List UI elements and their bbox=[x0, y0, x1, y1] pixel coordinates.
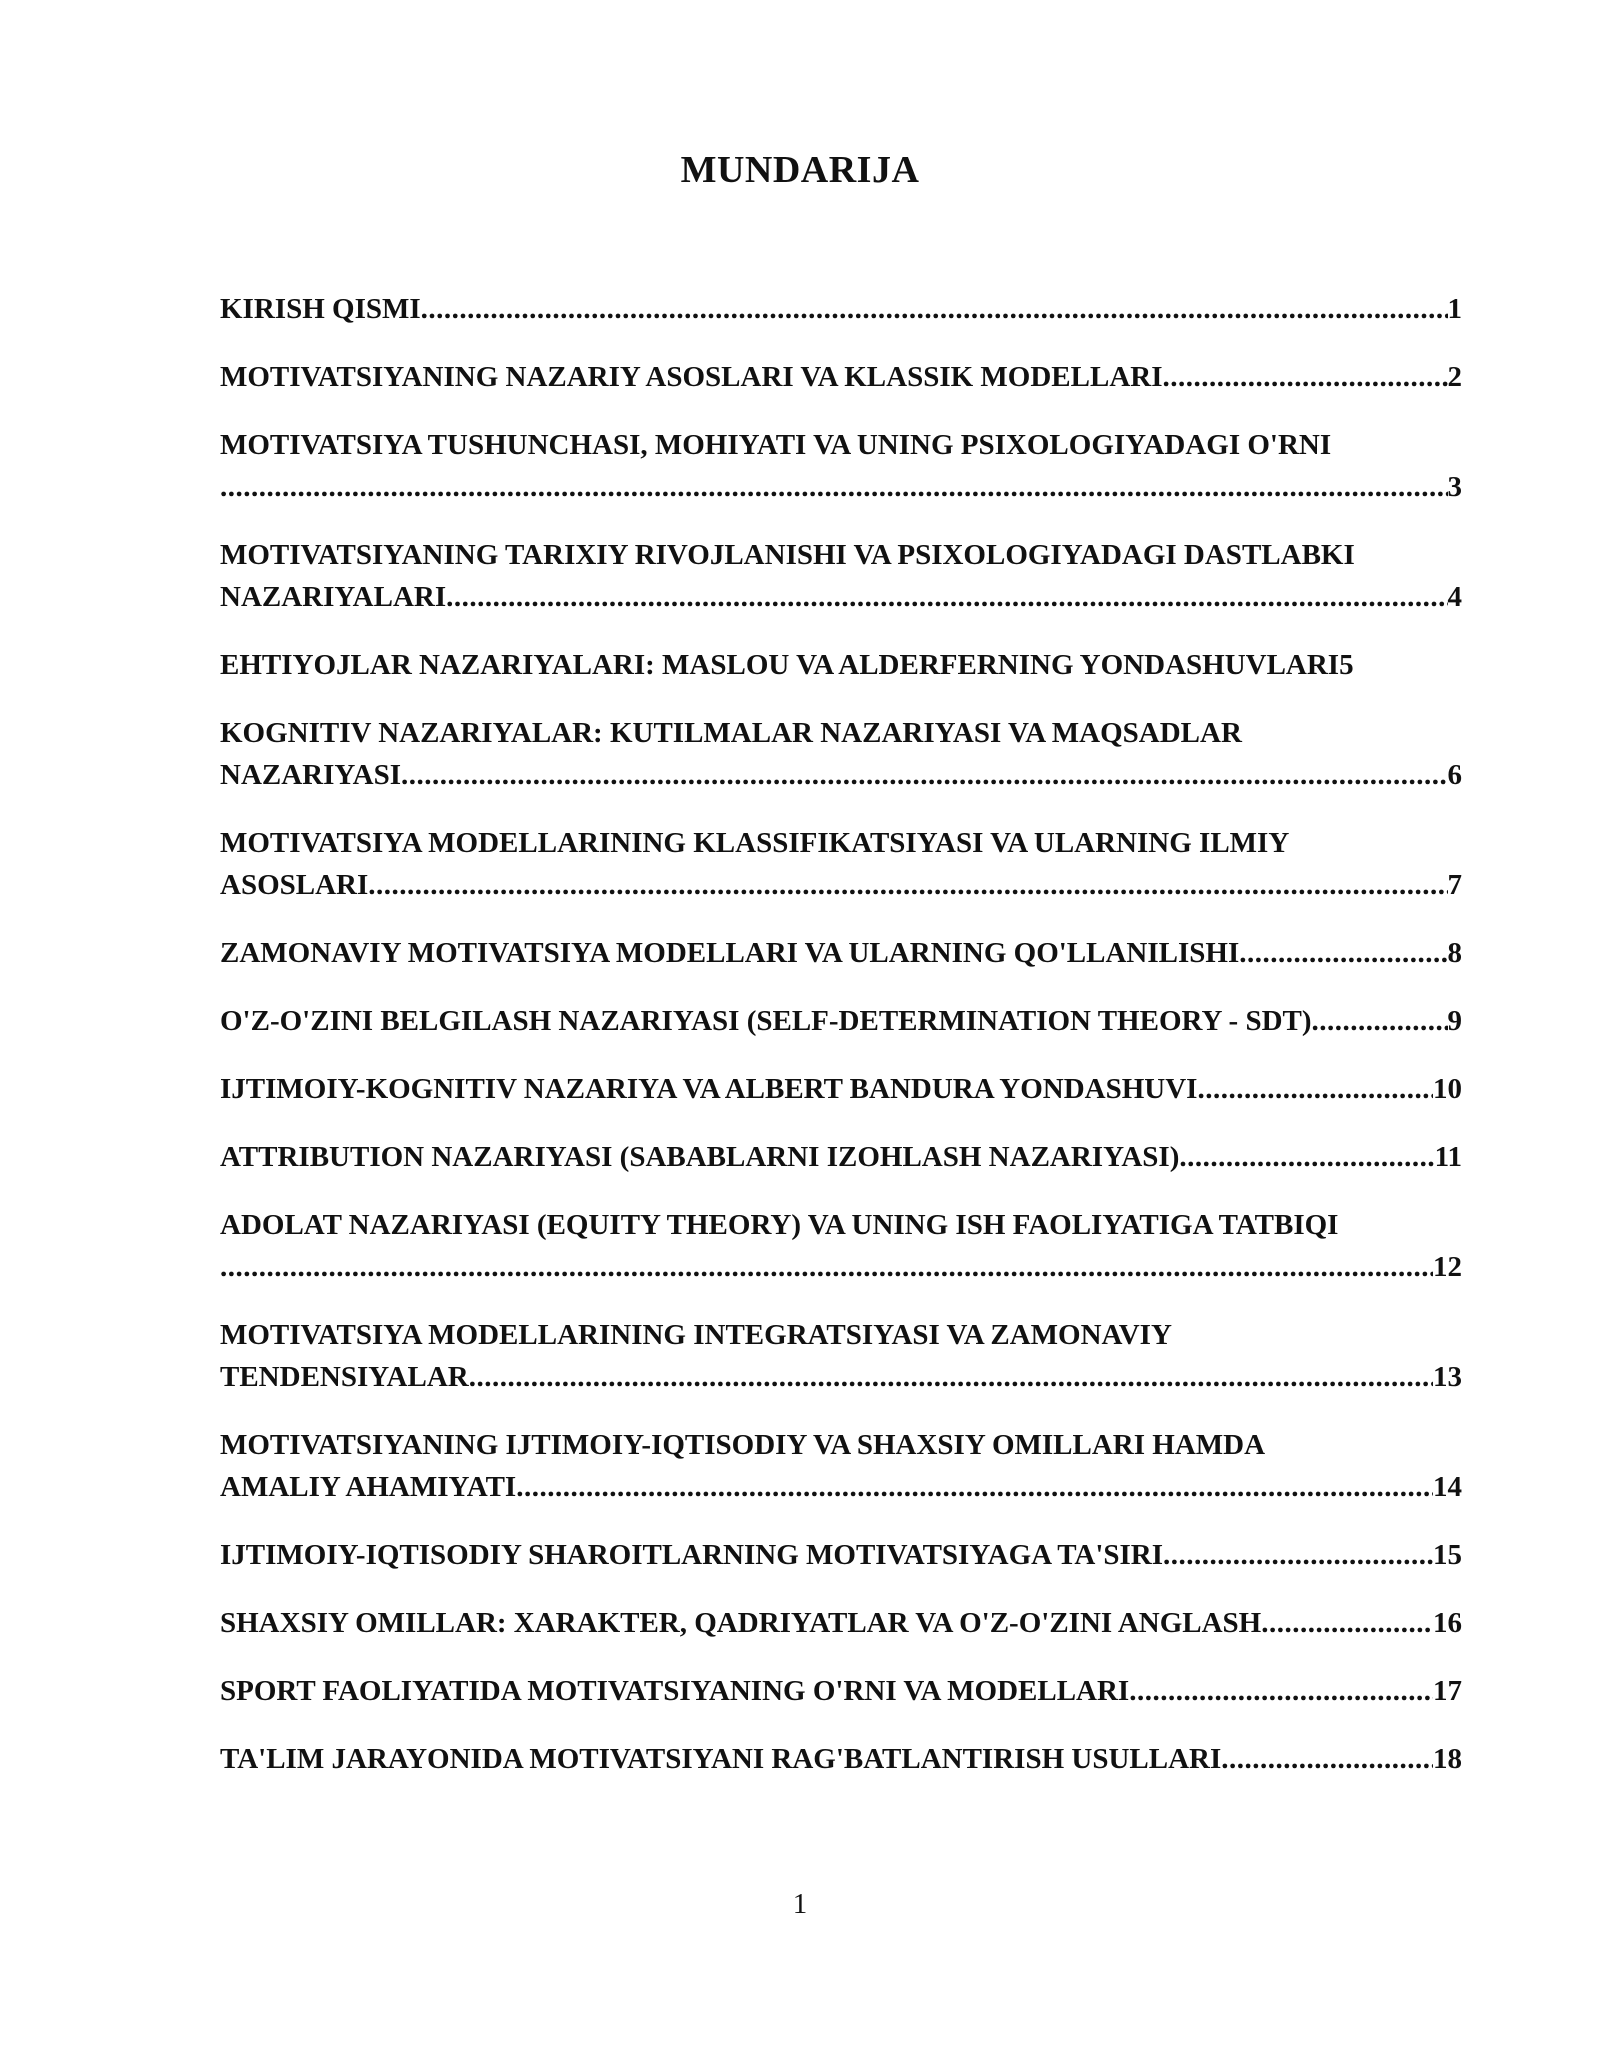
toc-entry-line bbox=[220, 1602, 1462, 1644]
toc-page-number: 13 bbox=[1433, 1361, 1462, 1393]
toc-entry-title: ZAMONAVIY MOTIVATSIYA MODELLARI VA ULARNING QO'LLANILISHI bbox=[220, 937, 1240, 969]
toc-entry-title: KIRISH QISMI bbox=[220, 293, 421, 325]
toc-entry-title: NAZARIYASI bbox=[220, 759, 402, 791]
toc-entry[interactable] bbox=[220, 1136, 1462, 1178]
toc-entry[interactable] bbox=[220, 1314, 1462, 1398]
toc-entry-line bbox=[220, 466, 1462, 508]
toc-page-number: 3 bbox=[1447, 471, 1462, 503]
toc-entry-line bbox=[220, 1670, 1462, 1712]
toc-entry-title: O'Z-O'ZINI BELGILASH NAZARIYASI (SELF-DETERMINATION THEORY - SDT) bbox=[220, 1005, 1312, 1037]
toc-page-number: 1 bbox=[1447, 293, 1462, 325]
toc-entry-line bbox=[220, 1000, 1462, 1042]
toc-entry[interactable] bbox=[220, 1068, 1462, 1110]
toc-page-number: 16 bbox=[1433, 1607, 1462, 1639]
toc-page-number: 6 bbox=[1447, 759, 1462, 791]
toc-page-number: 17 bbox=[1433, 1675, 1462, 1707]
toc-leader-dots bbox=[1221, 1738, 1433, 1780]
toc-entry-line bbox=[220, 576, 1462, 618]
toc-page-number: 11 bbox=[1434, 1141, 1462, 1173]
toc-entry-title: SHAXSIY OMILLAR: XARAKTER, QADRIYATLAR VA O'Z-O'ZINI ANGLASH bbox=[220, 1607, 1262, 1639]
toc-entry-line bbox=[220, 288, 1462, 330]
toc-page-number: 14 bbox=[1433, 1471, 1462, 1503]
toc-entry[interactable] bbox=[220, 356, 1462, 398]
toc-leader-dots bbox=[1312, 1000, 1448, 1042]
toc-entry-line bbox=[220, 754, 1462, 796]
toc-page-number: 8 bbox=[1447, 937, 1462, 969]
toc-leader-dots bbox=[220, 466, 1448, 508]
toc-entry-title: TA'LIM JARAYONIDA MOTIVATSIYANI RAG'BATLANTIRISH USULLARI bbox=[220, 1743, 1222, 1775]
toc-leader-dots bbox=[1163, 1534, 1433, 1576]
toc-entry-title: AMALIY AHAMIYATI bbox=[220, 1471, 517, 1503]
toc-leader-dots bbox=[220, 1246, 1433, 1288]
toc-entry-title-line: MOTIVATSIYANING IJTIMOIY-IQTISODIY VA SHAXSIY OMILLARI HAMDA bbox=[220, 1429, 1266, 1461]
toc-entry-line bbox=[220, 1738, 1462, 1780]
toc-entry[interactable] bbox=[220, 534, 1462, 618]
toc-entry-line bbox=[220, 1356, 1462, 1398]
toc-entry-title-line: MOTIVATSIYA MODELLARINING KLASSIFIKATSIYASI VA ULARNING ILMIY bbox=[220, 827, 1290, 859]
toc-leader-dots bbox=[1129, 1670, 1433, 1712]
toc-entry-title: TENDENSIYALAR bbox=[220, 1361, 469, 1393]
toc-entry-title: SPORT FAOLIYATIDA MOTIVATSIYANING O'RNI VA MODELLARI bbox=[220, 1675, 1130, 1707]
table-of-contents bbox=[220, 288, 1462, 1806]
toc-page-number: 5 bbox=[1339, 649, 1354, 681]
toc-entry-line bbox=[220, 1466, 1462, 1508]
toc-entry-title: EHTIYOJLAR NAZARIYALARI: MASLOU VA ALDERFERNING YONDASHUVLARI bbox=[220, 649, 1340, 681]
toc-entry[interactable] bbox=[220, 1602, 1462, 1644]
toc-entry[interactable] bbox=[220, 1000, 1462, 1042]
page-number: 1 bbox=[792, 1888, 808, 1920]
toc-entry-line bbox=[220, 1068, 1462, 1110]
toc-entry[interactable] bbox=[220, 1424, 1462, 1508]
toc-leader-dots bbox=[1239, 932, 1447, 974]
toc-entry-title-line: KOGNITIV NAZARIYALAR: KUTILMALAR NAZARIYASI VA MAQSADLAR bbox=[220, 717, 1242, 749]
toc-entry[interactable] bbox=[220, 1204, 1462, 1288]
toc-entry-title-line: MOTIVATSIYA MODELLARINING INTEGRATSIYASI VA ZAMONAVIY bbox=[220, 1319, 1172, 1351]
toc-entry-title: NAZARIYALARI bbox=[220, 581, 447, 613]
toc-entry[interactable] bbox=[220, 932, 1462, 974]
toc-entry-line bbox=[220, 1136, 1462, 1178]
toc-page-number: 2 bbox=[1447, 361, 1462, 393]
toc-page-number: 7 bbox=[1447, 869, 1462, 901]
toc-entry-line bbox=[220, 864, 1462, 906]
toc-leader-dots bbox=[516, 1466, 1433, 1508]
toc-page-number: 12 bbox=[1433, 1251, 1462, 1283]
toc-page-number: 15 bbox=[1433, 1539, 1462, 1571]
toc-leader-dots bbox=[469, 1356, 1433, 1398]
toc-entry[interactable] bbox=[220, 644, 1462, 686]
toc-entry-title: MOTIVATSIYANING NAZARIY ASOSLARI VA KLASSIK MODELLARI bbox=[220, 361, 1163, 393]
toc-leader-dots bbox=[446, 576, 1447, 618]
toc-entry-line bbox=[220, 1534, 1462, 1576]
page-title: MUNDARIJA bbox=[680, 149, 920, 191]
toc-entry[interactable] bbox=[220, 822, 1462, 906]
toc-entry-title-line: ADOLAT NAZARIYASI (EQUITY THEORY) VA UNING ISH FAOLIYATIGA TATBIQI bbox=[220, 1209, 1339, 1241]
toc-page-number: 9 bbox=[1447, 1005, 1462, 1037]
toc-leader-dots bbox=[421, 288, 1448, 330]
toc-entry-line bbox=[220, 356, 1462, 398]
toc-leader-dots bbox=[1261, 1602, 1433, 1644]
toc-entry-title-line: MOTIVATSIYANING TARIXIY RIVOJLANISHI VA PSIXOLOGIYADAGI DASTLABKI bbox=[220, 539, 1355, 571]
toc-entry-line bbox=[220, 644, 1462, 686]
toc-entry[interactable] bbox=[220, 288, 1462, 330]
toc-leader-dots bbox=[1163, 356, 1448, 398]
toc-page-number: 18 bbox=[1433, 1743, 1462, 1775]
toc-entry-title: ASOSLARI bbox=[220, 869, 369, 901]
toc-entry[interactable] bbox=[220, 1670, 1462, 1712]
toc-entry-title: ATTRIBUTION NAZARIYASI (SABABLARNI IZOHLASH NAZARIYASI) bbox=[220, 1141, 1180, 1173]
toc-page-number: 10 bbox=[1433, 1073, 1462, 1105]
toc-entry-title-line: MOTIVATSIYA TUSHUNCHASI, MOHIYATI VA UNING PSIXOLOGIYADAGI O'RNI bbox=[220, 429, 1332, 461]
toc-leader-dots bbox=[1179, 1136, 1434, 1178]
toc-entry[interactable] bbox=[220, 1534, 1462, 1576]
toc-entry-line bbox=[220, 1246, 1462, 1288]
toc-entry-title: IJTIMOIY-KOGNITIV NAZARIYA VA ALBERT BANDURA YONDASHUVI bbox=[220, 1073, 1198, 1105]
toc-leader-dots bbox=[401, 754, 1447, 796]
toc-entry[interactable] bbox=[220, 712, 1462, 796]
toc-leader-dots bbox=[368, 864, 1447, 906]
toc-entry[interactable] bbox=[220, 1738, 1462, 1780]
toc-entry-line bbox=[220, 932, 1462, 974]
toc-entry-title: IJTIMOIY-IQTISODIY SHAROITLARNING MOTIVATSIYAGA TA'SIRI bbox=[220, 1539, 1164, 1571]
toc-leader-dots bbox=[1197, 1068, 1433, 1110]
toc-entry[interactable] bbox=[220, 424, 1462, 508]
toc-page-number: 4 bbox=[1447, 581, 1462, 613]
